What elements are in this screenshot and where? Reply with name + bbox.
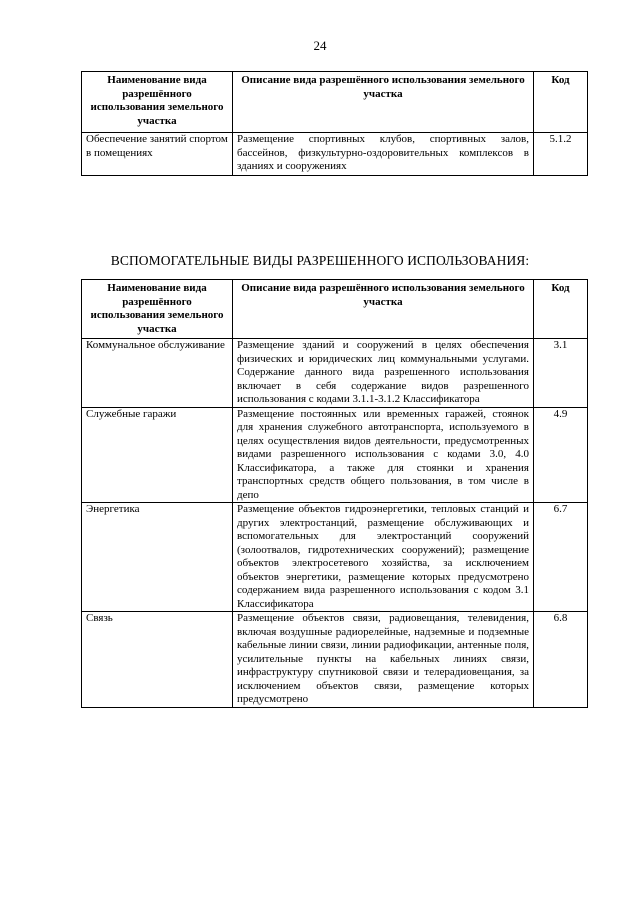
table-header-row — [82, 72, 588, 133]
table-row — [82, 612, 588, 708]
auxiliary-use-table — [81, 279, 588, 708]
header-description: Описание вида разрешённого использования земельного участка — [233, 72, 534, 133]
main-use-table — [81, 71, 588, 176]
use-code: 6.8 — [534, 612, 588, 708]
table-row — [82, 407, 588, 503]
use-name: Обеспечение занятий спортом в помещениях — [82, 133, 233, 176]
header-code: Код — [534, 72, 588, 133]
header-code: Код — [534, 280, 588, 339]
table-header-row — [82, 280, 588, 339]
use-name: Коммунальное обслуживание — [82, 339, 233, 408]
table-row — [82, 339, 588, 408]
page-number: 24 — [313, 38, 327, 53]
use-description: Размещение постоянных или временных гаражей, стоянок для хранения служебного автотранспорта, используемого в целях осуществления видов деятельности, предусмотренных видами разрешенного использования с кодами 3.0, 4.0 Классификатора, а также для стоянки и хранения транспортных средств общего пользования, в том числе в депо — [233, 407, 534, 503]
use-description: Размещение объектов связи, радиовещания, телевидения, включая воздушные радиорелейные, надземные и подземные кабельные линии связи, линии радиофикации, антенные поля, усилительные пункты на кабельных линиях связи, инфраструктуру спутниковой связи и телерадиовещания, за исключением объектов связи, размещение которых предусмотрено — [233, 612, 534, 708]
use-code: 6.7 — [534, 503, 588, 612]
use-code: 5.1.2 — [534, 133, 588, 176]
use-name: Энергетика — [82, 503, 233, 612]
use-name: Служебные гаражи — [82, 407, 233, 503]
header-description: Описание вида разрешённого использования земельного участка — [233, 280, 534, 339]
table-row — [82, 503, 588, 612]
use-name: Связь — [82, 612, 233, 708]
use-description: Размещение спортивных клубов, спортивных залов, бассейнов, физкультурно-оздоровительных комплексов в зданиях и сооружениях — [233, 133, 534, 176]
section-title: ВСПОМОГАТЕЛЬНЫЕ ВИДЫ РАЗРЕШЕННОГО ИСПОЛЬЗОВАНИЯ: — [110, 253, 530, 268]
use-description: Размещение зданий и сооружений в целях обеспечения физических и юридических лиц коммунальными услугами. Содержание данного вида разрешенного использования включает в себя содержание видов разрешенного использования с кодами 3.1.1-3.1.2 Классификатора — [233, 339, 534, 408]
use-code: 3.1 — [534, 339, 588, 408]
use-code: 4.9 — [534, 407, 588, 503]
use-description: Размещение объектов гидроэнергетики, тепловых станций и других электростанций, размещение обслуживающих и вспомогательных для электростанций сооружений (золоотвалов, гидротехнических сооружений); размещение объектов электросетевого хозяйства, за исключением объектов энергетики, размещение которых предусмотрено содержанием вида разрешенного использования с кодом 3.1 Классификатора — [233, 503, 534, 612]
header-name: Наименование вида разрешённого использования земельного участка — [82, 72, 233, 133]
header-name: Наименование вида разрешённого использования земельного участка — [82, 280, 233, 339]
table-row — [82, 133, 588, 176]
